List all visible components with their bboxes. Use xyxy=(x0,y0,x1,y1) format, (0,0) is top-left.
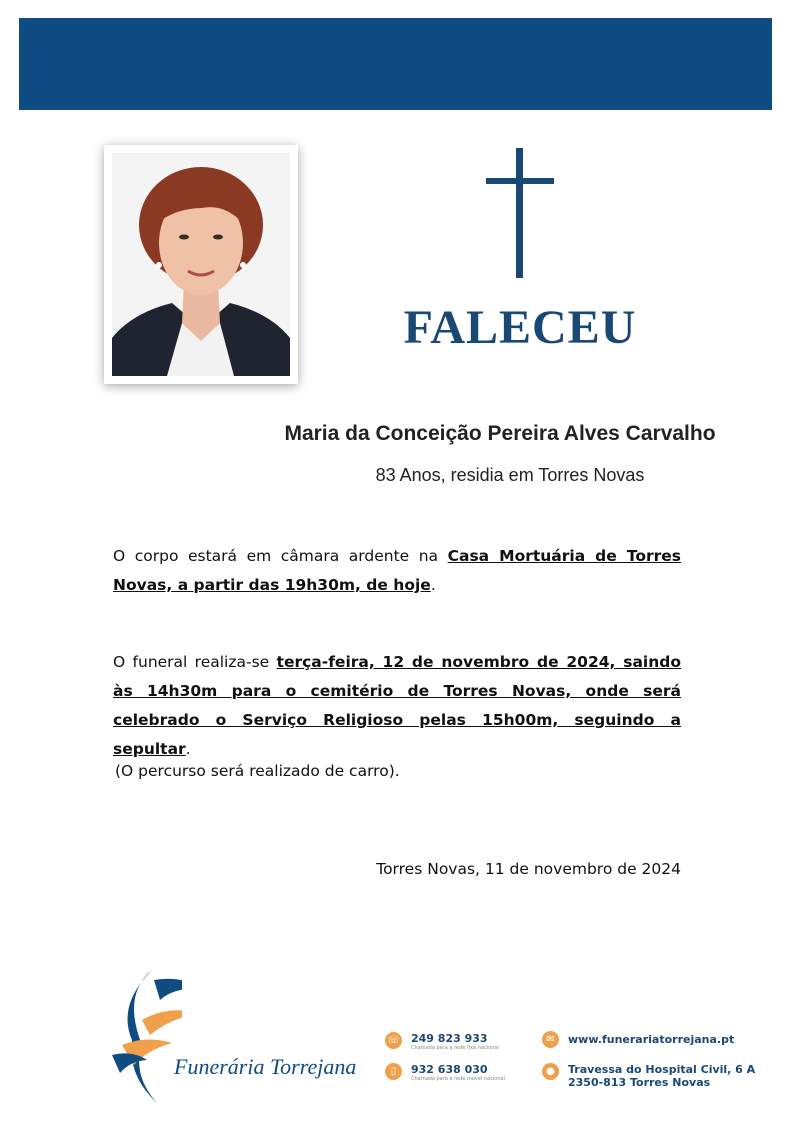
email-icon: ✉ xyxy=(542,1031,559,1048)
mobile-phone-icon: ▯ xyxy=(385,1063,402,1080)
funeral-home-logo-icon xyxy=(112,965,182,1105)
funeral-details: terça-feira, 12 de novembro de 2024, saindo às 14h30m para o cemitério de Torres Novas, onde será celebrado o Serviço Religioso pelas 15h00m, seguindo a sepultar xyxy=(113,653,681,758)
wake-location: Casa Mortuária de Torres Novas, a partir das 19h30m, de hoje xyxy=(113,547,681,594)
wake-paragraph: O corpo estará em câmara ardente na Casa Mortuária de Torres Novas, a partir das 19h30m, de hoje. xyxy=(113,547,681,594)
portrait-photo xyxy=(104,145,298,384)
location-pin-icon: ● xyxy=(542,1063,559,1080)
notice-heading: FALECEU xyxy=(403,301,637,354)
age-residence-line: 83 Anos, residia em Torres Novas xyxy=(375,465,645,485)
cross-icon xyxy=(486,148,554,278)
funeral-home-name: Funerária Torrejana xyxy=(174,1054,357,1079)
header-band xyxy=(19,18,772,110)
transport-note: (O percurso será realizado de carro). xyxy=(115,762,400,780)
funeral-paragraph: O funeral realiza-se terça-feira, 12 de novembro de 2024, saindo às 14h30m para o cemitério de Torres Novas, onde será celebrado o Serviço Religioso pelas 15h00m, seguindo a sepultar. xyxy=(113,653,681,758)
deceased-name: Maria da Conceição Pereira Alves Carvalho xyxy=(284,422,716,445)
dateline: Torres Novas, 11 de novembro de 2024 xyxy=(376,860,681,878)
portrait-illustration xyxy=(112,153,290,376)
phone-icon: ☏ xyxy=(385,1032,402,1049)
